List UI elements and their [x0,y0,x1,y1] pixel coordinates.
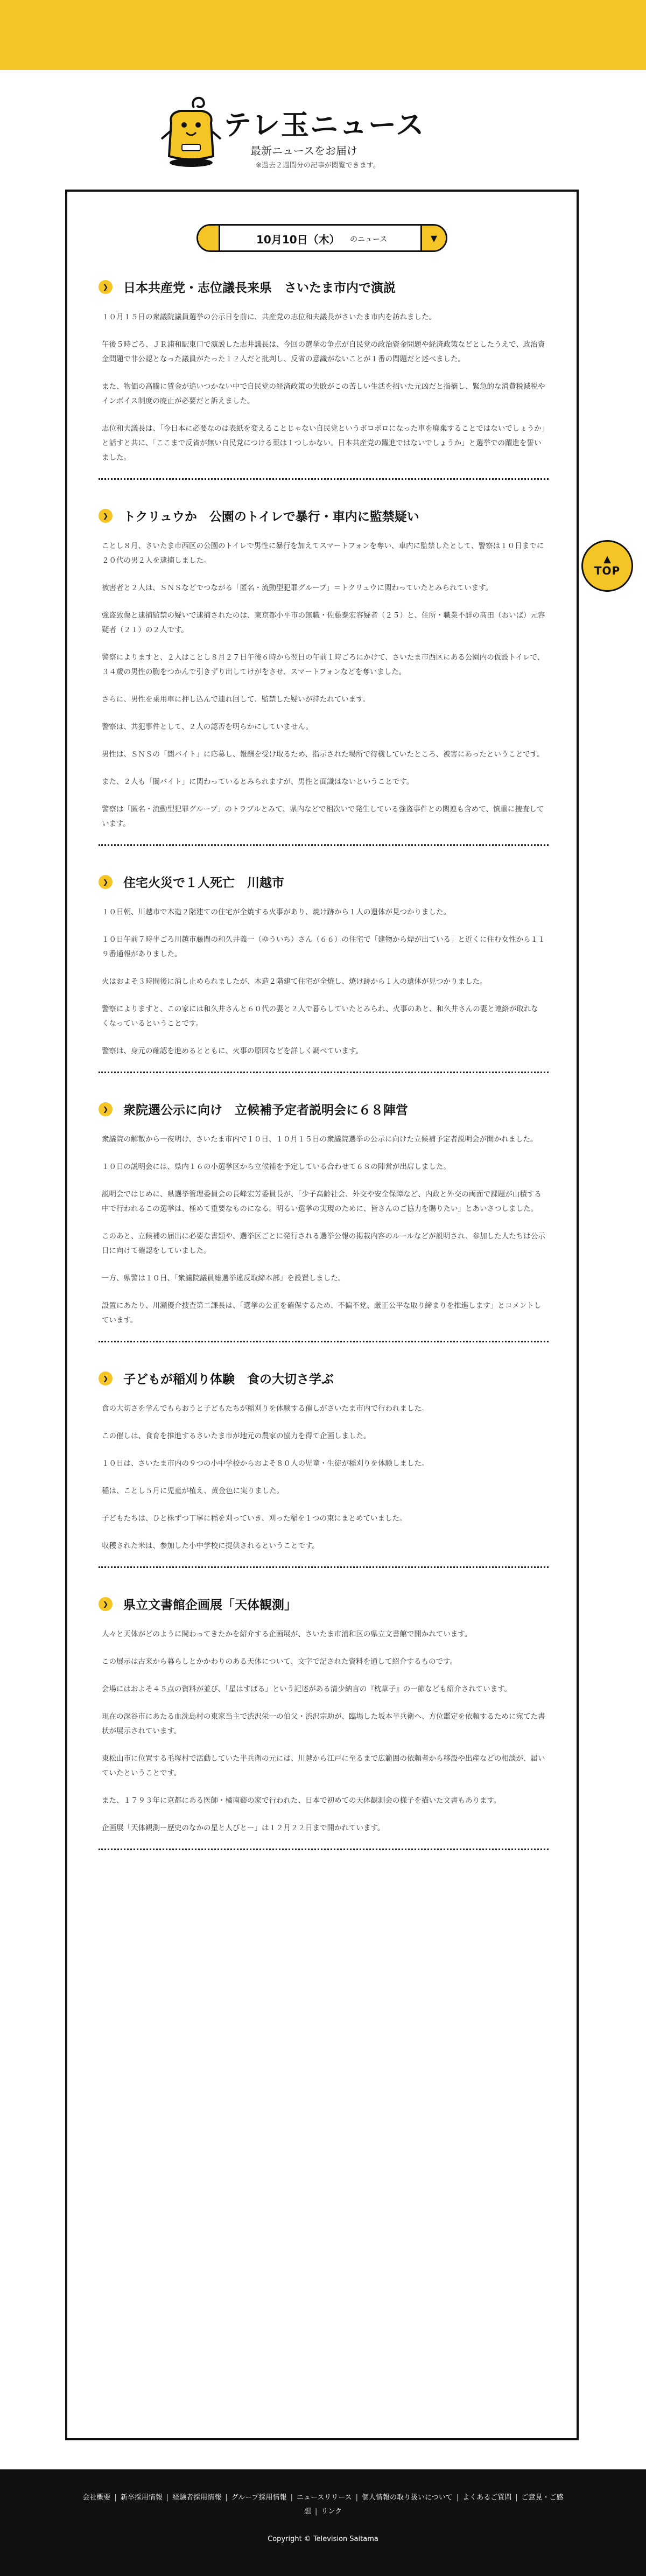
news-article [99,1369,549,1568]
chevron-right-icon: ❯ [99,509,113,523]
article-paragraph: 警察は、共犯事件として、２人の認否を明らかにしていません。 [102,723,313,731]
article-paragraph: 志位和夫議長は、「今日本に必要なのは表紙を変えることじゃない自民党というボロボロになった車を廃棄することではないでしょうか」と話すと共に、「ここまで反省が無い自民党につける薬は１つしかない。日本共産党の躍進ではないでしょうか」と選挙での躍進を誓いました。 [102,424,545,462]
top-bar [0,0,646,70]
date-suffix: のニュース [350,235,388,244]
site-header [156,92,490,178]
news-article [99,1595,549,1850]
article-paragraph: 警察によりますと、この家には和久井さんと６０代の妻と２人で暮らしていたとみられ、火事のあと、和久井さんの妻と連絡が取れなくなっているということです。 [102,1005,538,1028]
date-selector-cap [198,226,220,250]
article-header [99,873,549,891]
copyright: Copyright © Television Saitama [268,2535,378,2543]
link-separator: | [355,2494,359,2502]
selected-date: 10月10日（木） [256,233,340,246]
link-separator: | [225,2494,228,2502]
article-list [99,278,549,1877]
chevron-right-icon: ❯ [99,1102,113,1116]
article-header [99,278,549,296]
article-paragraph: 衆議院の解散から一夜明け、さいたま市内で１０日、１０月１５日の衆議院選挙の公示に向けた立候補予定者説明会が開かれました。 [102,1135,538,1144]
article-paragraph: １０日の説明会には、県内１６の小選挙区から立候補を予定している合わせて６８の陣営が出席しました。 [102,1163,451,1171]
article-paragraph: さらに、男性を乗用車に押し込んで連れ回して、監禁した疑いが持たれています。 [102,695,370,704]
chevron-down-icon[interactable]: ▼ [420,226,446,250]
article-header [99,1100,549,1118]
link-separator: | [166,2494,169,2502]
article-title: 県立文書館企画展「天体観測」 [123,1598,297,1612]
article-paragraph: 子どもたちは、ひと株ずつ丁寧に稲を刈っていき、刈った稲を１つの束にまとめていました。 [102,1514,407,1523]
article-paragraph: 説明会ではじめに、県選挙管理委員会の長峰宏芳委員長が、「少子高齢社会、外交や安全保障など、内政と外交の両面で課題が山積する中で行われるこの選挙は、極めて重要なものになる。明るい選挙の実現のために、皆さんのご協力を賜りたい」とあいさつしました。 [102,1190,542,1213]
link-separator: | [114,2494,117,2502]
footer-link[interactable]: よくあるご質問 [462,2494,512,2502]
link-separator: | [515,2494,518,2502]
article-paragraph: １０日は、さいたま市内の９つの小中学校からおよそ８０人の児童・生徒が稲刈りを体験しました。 [102,1459,429,1468]
article-paragraph: 一方、県警は１０日、「衆議院議員総選挙違反取締本部」を設置しました。 [102,1274,346,1283]
archive-note: ※過去２週間分の記事が閲覧できます。 [256,162,380,170]
article-paragraph: 設置にあたり、川瀬優介捜査第二課長は、「選挙の公正を確保するため、不偏不党、厳正公平な取り締まりを推進します」とコメントしています。 [102,1301,542,1325]
article-paragraph: 東松山市に位置する毛塚村で活動していた半兵衛の元には、川越から江戸に至るまで広範囲の依頼者から移設や出産などの相談が、届いていたということです。 [102,1754,545,1777]
article-paragraph: 警察は、身元の確認を進めるとともに、火事の原因などを詳しく調べています。 [102,1047,363,1055]
chevron-right-icon: ❯ [99,1371,113,1385]
footer-links [81,2491,565,2519]
article-paragraph: この展示は古来から暮らしとかかわりのある天体について、文字で記された資料を通して紹介するものです。 [102,1657,457,1666]
news-panel [65,190,579,2440]
article-paragraph: 稲は、ことし５月に児童が植え、黄金色に実りました。 [102,1487,284,1495]
arrow-up-icon: ▲ [603,554,611,565]
footer-link[interactable]: ご意見・ご感想 [304,2494,564,2516]
article-paragraph: 収穫された米は、参加した小中学校に提供されるということです。 [102,1542,319,1550]
article-paragraph: 強盗致傷と逮捕監禁の疑いで逮捕されたのは、東京都小平市の無職・佐藤泰宏容疑者（２５）と、住所・職業不詳の髙田（おいば）元容疑者（２１）の２人です。 [102,611,545,634]
dotted-divider [99,1566,549,1568]
article-title: 日本共産党・志位議長来県 さいたま市内で演説 [123,281,396,295]
article-paragraph: また、２人も「闇バイト」に関わっているとみられますが、男性と面識はないということです。 [102,778,414,786]
back-to-top-button[interactable] [581,540,633,592]
footer-link[interactable]: グループ採用情報 [231,2494,287,2502]
article-paragraph: 食の大切さを学んでもらおうと子どもたちが稲刈りを体験する催しがさいたま市内で行われました。 [102,1404,429,1413]
dotted-divider [99,1072,549,1073]
footer [0,2469,646,2576]
footer-link[interactable]: 個人情報の取り扱いについて [362,2494,453,2502]
article-paragraph: 火はおよそ３時間後に消し止められましたが、木造２階建て住宅が全焼し、焼け跡から１人の遺体が見つかりました。 [102,977,487,986]
article-paragraph: このあと、立候補の届出に必要な書類や、選挙区ごとに発行される選挙公報の掲載内容のルールなどが説明され、参加した人たちは公示日に向けて確認をしていました。 [102,1232,545,1255]
article-paragraph: 会場にはおよそ４５点の資料が並び、「星はすばる」という記述がある清少納言の『枕草子』の一節なども紹介されています。 [102,1685,512,1693]
article-paragraph: 被害者と２人は、ＳＮＳなどでつながる「匿名・流動型犯罪グループ」＝トクリュウに関わっていたとみられています。 [102,584,493,592]
article-title: 住宅火災で１人死亡 川越市 [123,876,284,890]
footer-link[interactable]: ニュースリリース [296,2494,352,2502]
article-paragraph: ことし８月、さいたま市西区の公園のトイレで男性に暴行を加えてスマートフォンを奪い、車内に監禁したとして、警察は１０日までに２０代の男２人を逮捕しました。 [102,542,544,565]
news-article [99,873,549,1073]
dotted-divider [99,1341,549,1342]
article-paragraph: この催しは、食育を推進するさいたま市が地元の農家の協力を得て企画しました。 [102,1432,371,1440]
article-paragraph: 男性は、ＳＮＳの「闇バイト」に応募し、報酬を受け取るため、指示された場所で待機していたところ、被害にあったということです。 [102,750,544,759]
article-header [99,1369,549,1388]
footer-link[interactable]: 経験者採用情報 [172,2494,222,2502]
link-separator: | [456,2494,459,2502]
mascot-icon [156,92,226,172]
back-to-top-label: TOP [594,564,621,577]
dotted-divider [99,844,549,846]
link-separator: | [314,2508,318,2516]
article-paragraph: １０日午前７時半ごろ川越市藤間の和久井義一（ゆういち）さん（６６）の住宅で「建物から煙が出ている」と近くに住む女性から１１９番通報がありました。 [102,935,545,958]
date-selector[interactable] [196,224,447,252]
article-paragraph: 警察は「匿名・流動型犯罪グループ」のトラブルとみて、県内などで相次いで発生している強盗事件との関連も含めて、慎重に捜査しています。 [102,805,544,828]
article-paragraph: 人々と天体がどのように関わってきたかを紹介する企画展が、さいたま市浦和区の県立文書館で開かれています。 [102,1630,472,1639]
article-paragraph: １０月１５日の衆議院議員選挙の公示日を前に、共産党の志位和夫議長がさいたま市内を訪れました。 [102,313,436,321]
news-article [99,1100,549,1342]
footer-link[interactable]: リンク [321,2508,342,2516]
article-header [99,507,549,525]
article-header [99,1595,549,1613]
chevron-right-icon: ❯ [99,875,113,889]
footer-link[interactable]: 新卒採用情報 [120,2494,163,2502]
article-title: トクリュウか 公園のトイレで暴行・車内に監禁疑い [123,510,419,524]
article-paragraph: １０日朝、川越市で木造２階建ての住宅が全焼する火事があり、焼け跡から１人の遺体が見つかりました。 [102,908,451,916]
article-paragraph: 警察によりますと、２人はことし８月２７日午後６時から翌日の午前１時ごろにかけて、さいたま市西区にある公園内の仮設トイレで、３４歳の男性の胸をつかんで引きずり出してけがをさせ、スマートフォンなどを奪いました。 [102,653,545,676]
chevron-right-icon: ❯ [99,1597,113,1611]
footer-link[interactable]: 会社概要 [82,2494,111,2502]
article-paragraph: また、１７９３年に京都にある医師・橘南谿の家で行われた、日本で初めての天体観測会の様子を描いた文書もあります。 [102,1796,501,1805]
news-article [99,507,549,846]
article-paragraph: また、物価の高騰に賃金が追いつかない中で自民党の経済政策の失敗がこの苦しい生活を招いた元凶だと指摘し、緊急的な消費税減税やインボイス制度の廃止が必要だと訴えました。 [102,382,545,405]
chevron-right-icon: ❯ [99,280,113,294]
link-separator: | [290,2494,293,2502]
article-paragraph: 現在の深谷市にあたる血洗島村の東家当主で渋沢栄一の伯父・渋沢宗助が、臨場した坂本半兵衛へ、方位鑑定を依頼するために宛てた書状が展示されています。 [102,1712,545,1735]
article-title: 子どもが稲刈り体験 食の大切さ学ぶ [123,1373,334,1387]
article-paragraph: 企画展「天体観測ー歴史のなかの星と人びとー」は１２月２２日まで開かれています。 [102,1824,385,1832]
article-paragraph: 午後５時ごろ、ＪＲ浦和駅東口で演説した志井議長は、今回の選挙の争点が自民党の政治資金問題や経済政策などとしたうえで、政治資金問題で非公認となった議員がたった１２人だと批判し、反省の意識がないことが１番の問題だと述べました。 [102,340,545,363]
logo-title[interactable]: テレ玉ニュース [223,109,425,142]
tagline: 最新ニュースをお届け [250,144,357,157]
article-title: 衆院選公示に向け 立候補予定者説明会に６８陣営 [123,1103,408,1117]
news-article [99,278,549,480]
dotted-divider [99,478,549,480]
dotted-divider [99,1849,549,1850]
